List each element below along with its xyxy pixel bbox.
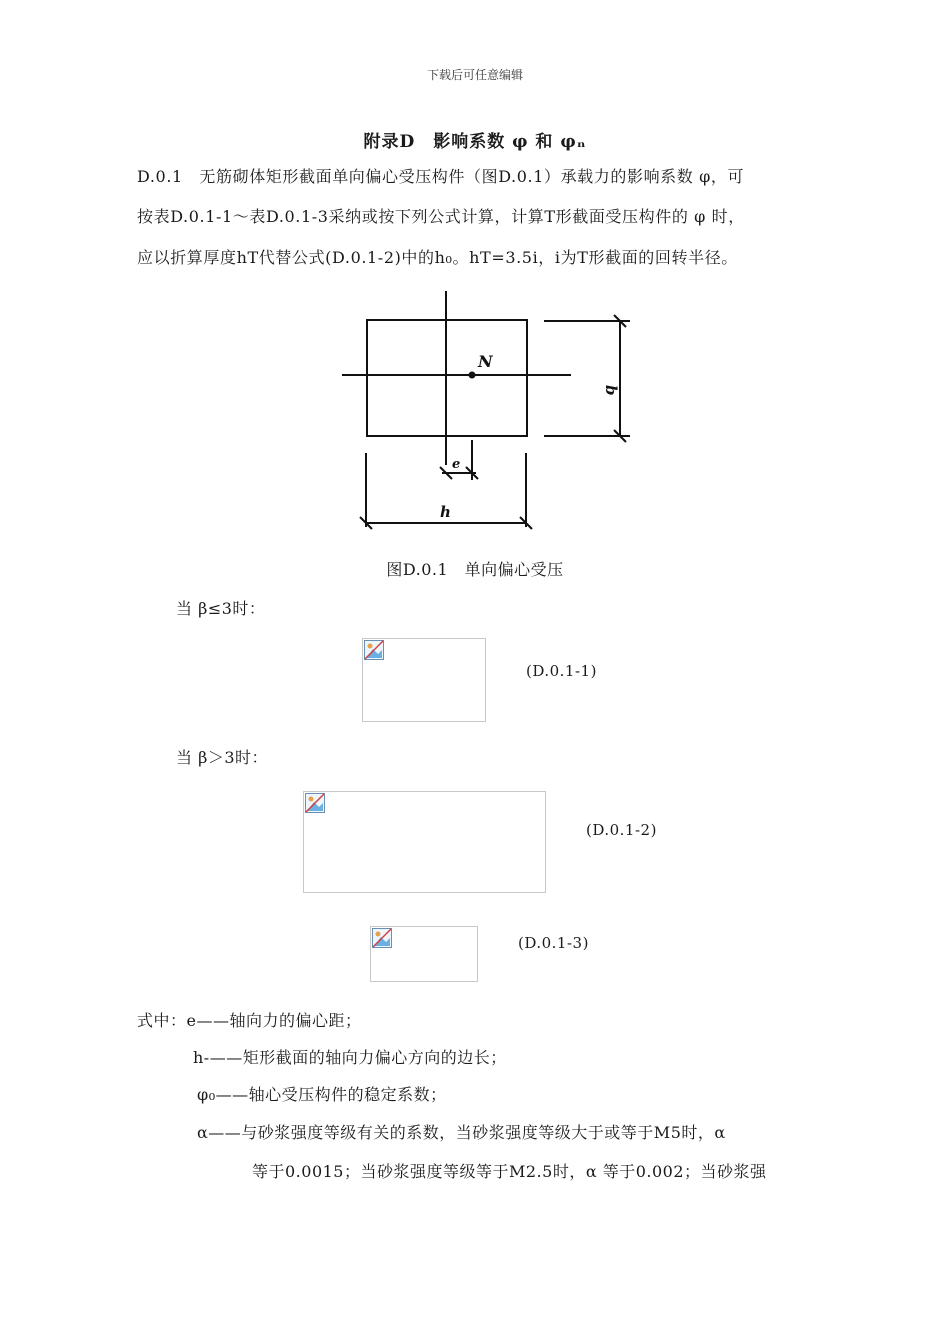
broken-image-icon xyxy=(364,640,384,660)
intro-line-3: 应以折算厚度hT代替公式(D.0.1-2)中的h₀。hT=3.5i，i为T形截面的回转半径。 xyxy=(137,248,738,267)
condition-beta-gt-3: 当 β＞3时： xyxy=(176,748,269,767)
appendix-title: 附录D 影响系数 φ 和 φₙ xyxy=(363,132,587,152)
definition-h: h-——矩形截面的轴向力偏心方向的边长； xyxy=(193,1048,507,1067)
definition-alpha-line-2: 等于0.0015；当砂浆强度等级等于M2.5时，α 等于0.002；当砂浆强 xyxy=(252,1162,767,1181)
equation-2-number: (D.0.1-2) xyxy=(586,821,657,839)
page-header: 下载后可任意编辑 xyxy=(426,68,523,82)
equation-1-image xyxy=(362,638,486,722)
label-e: e xyxy=(452,457,461,472)
definition-phi0: φ₀——轴心受压构件的稳定系数； xyxy=(197,1085,447,1104)
figure-caption: 图D.0.1 单向偏心受压 xyxy=(386,560,564,579)
label-h: h xyxy=(440,503,451,521)
equation-3-image xyxy=(370,926,478,982)
broken-image-icon xyxy=(305,793,325,813)
equation-1-number: (D.0.1-1) xyxy=(526,662,597,680)
equation-2-image xyxy=(303,791,546,893)
label-b: b xyxy=(602,385,620,396)
intro-line-2: 按表D.0.1-1～表D.0.1-3采纳或按下列公式计算，计算T形截面受压构件的 φ 时， xyxy=(137,207,745,226)
intro-line-1: D.0.1 无筋砌体矩形截面单向偏心受压构件（图D.0.1）承载力的影响系数 φ，可 xyxy=(137,167,745,186)
definition-alpha-line-1: α——与砂浆强度等级有关的系数，当砂浆强度等级大于或等于M5时，α xyxy=(197,1123,726,1142)
definition-e: 式中：e——轴向力的偏心距； xyxy=(137,1011,362,1030)
eccentric-compression-diagram xyxy=(330,285,640,535)
load-point xyxy=(469,372,476,379)
broken-image-icon xyxy=(372,928,392,948)
condition-beta-le-3: 当 β≤3时： xyxy=(176,599,266,618)
label-n: N xyxy=(478,352,493,371)
equation-3-number: (D.0.1-3) xyxy=(518,934,589,952)
